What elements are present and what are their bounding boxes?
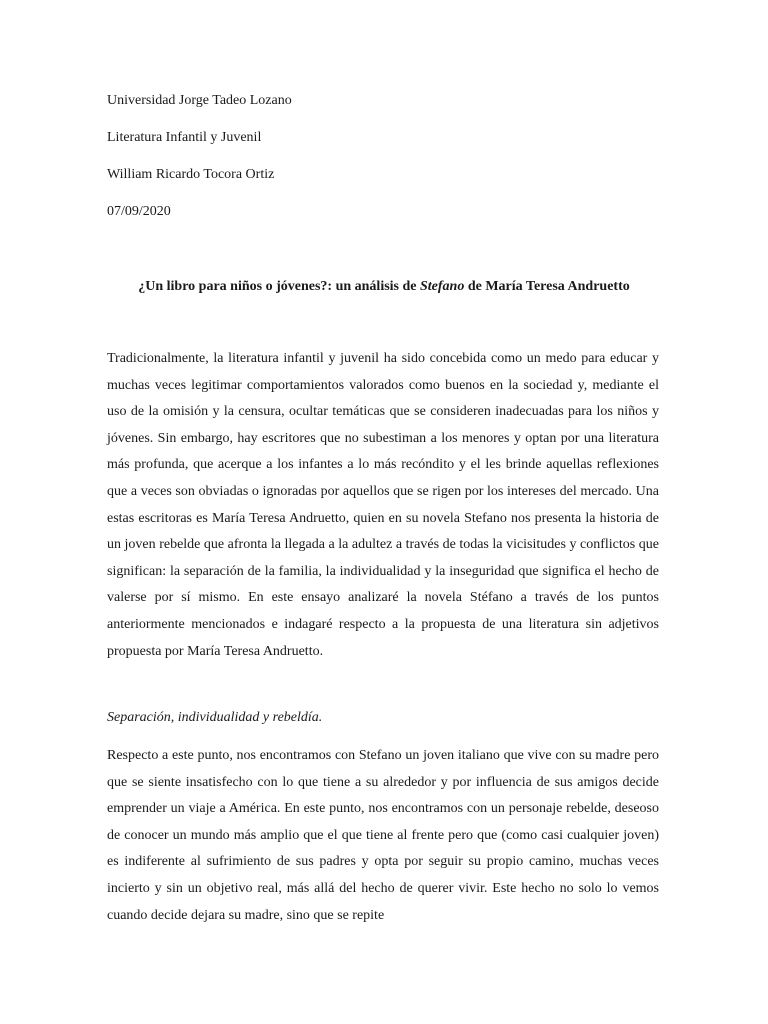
document-date: 07/09/2020	[107, 204, 171, 219]
title-text-after: de María Teresa Andruetto	[464, 279, 630, 294]
title-italic-work: Stefano	[420, 279, 465, 294]
author-name: William Ricardo Tocora Ortiz	[107, 167, 275, 182]
essay-title	[0, 278, 768, 296]
title-text-before: ¿Un libro para niños o jóvenes?: un análisis de	[138, 279, 420, 294]
course-name: Literatura Infantil y Juvenil	[107, 130, 262, 145]
intro-paragraph: Tradicionalmente, la literatura infantil y juvenil ha sido concebida como un medo para educar y muchas veces legitimar comportamientos valorados como buenos en la sociedad y, mediante el uso de la omisión y la censura, ocultar temáticas que se consideren inadecuadas para los niños y jóvenes. Sin embargo, hay escritores que no subestiman a los menores y optan por una literatura más profunda, que acerque a los infantes a lo más recóndito y el les brinde aquellas reflexiones que a veces son obviadas o ignoradas por aquellos que se rigen por los intereses del mercado. Una estas escritoras es María Teresa Andruetto, quien en su novela Stefano nos presenta la historia de un joven rebelde que afronta la llegada a la adultez a través de todas la vicisitudes y conflictos que significan: la separación de la familia, la individualidad y la inseguridad que significa el hecho de valerse por sí mismo. En este ensayo analizaré la novela Stéfano a través de los puntos anteriormente mencionados e indagaré respecto a la propuesta de una literatura sin adjetivos propuesta por María Teresa Andruetto.	[107, 351, 659, 659]
section-paragraph: Respecto a este punto, nos encontramos con Stefano un joven italiano que vive con su madre pero que se siente insatisfecho con lo que tiene a su alrededor y por influencia de sus amigos decide emprender un viaje a América. En este punto, nos encontramos con un personaje rebelde, deseoso de conocer un mundo más amplio que el que tiene al frente pero que (como casi cualquier joven) es indiferente al sufrimiento de sus padres y opta por seguir su propio camino, muchas veces incierto y sin un objetivo real, más allá del hecho de querer vivir. Este hecho no solo lo vemos cuando decide dejara su madre, sino que se repite	[107, 748, 659, 923]
university-name: Universidad Jorge Tadeo Lozano	[107, 93, 292, 108]
section-subheading: Separación, individualidad y rebeldía.	[107, 710, 323, 725]
